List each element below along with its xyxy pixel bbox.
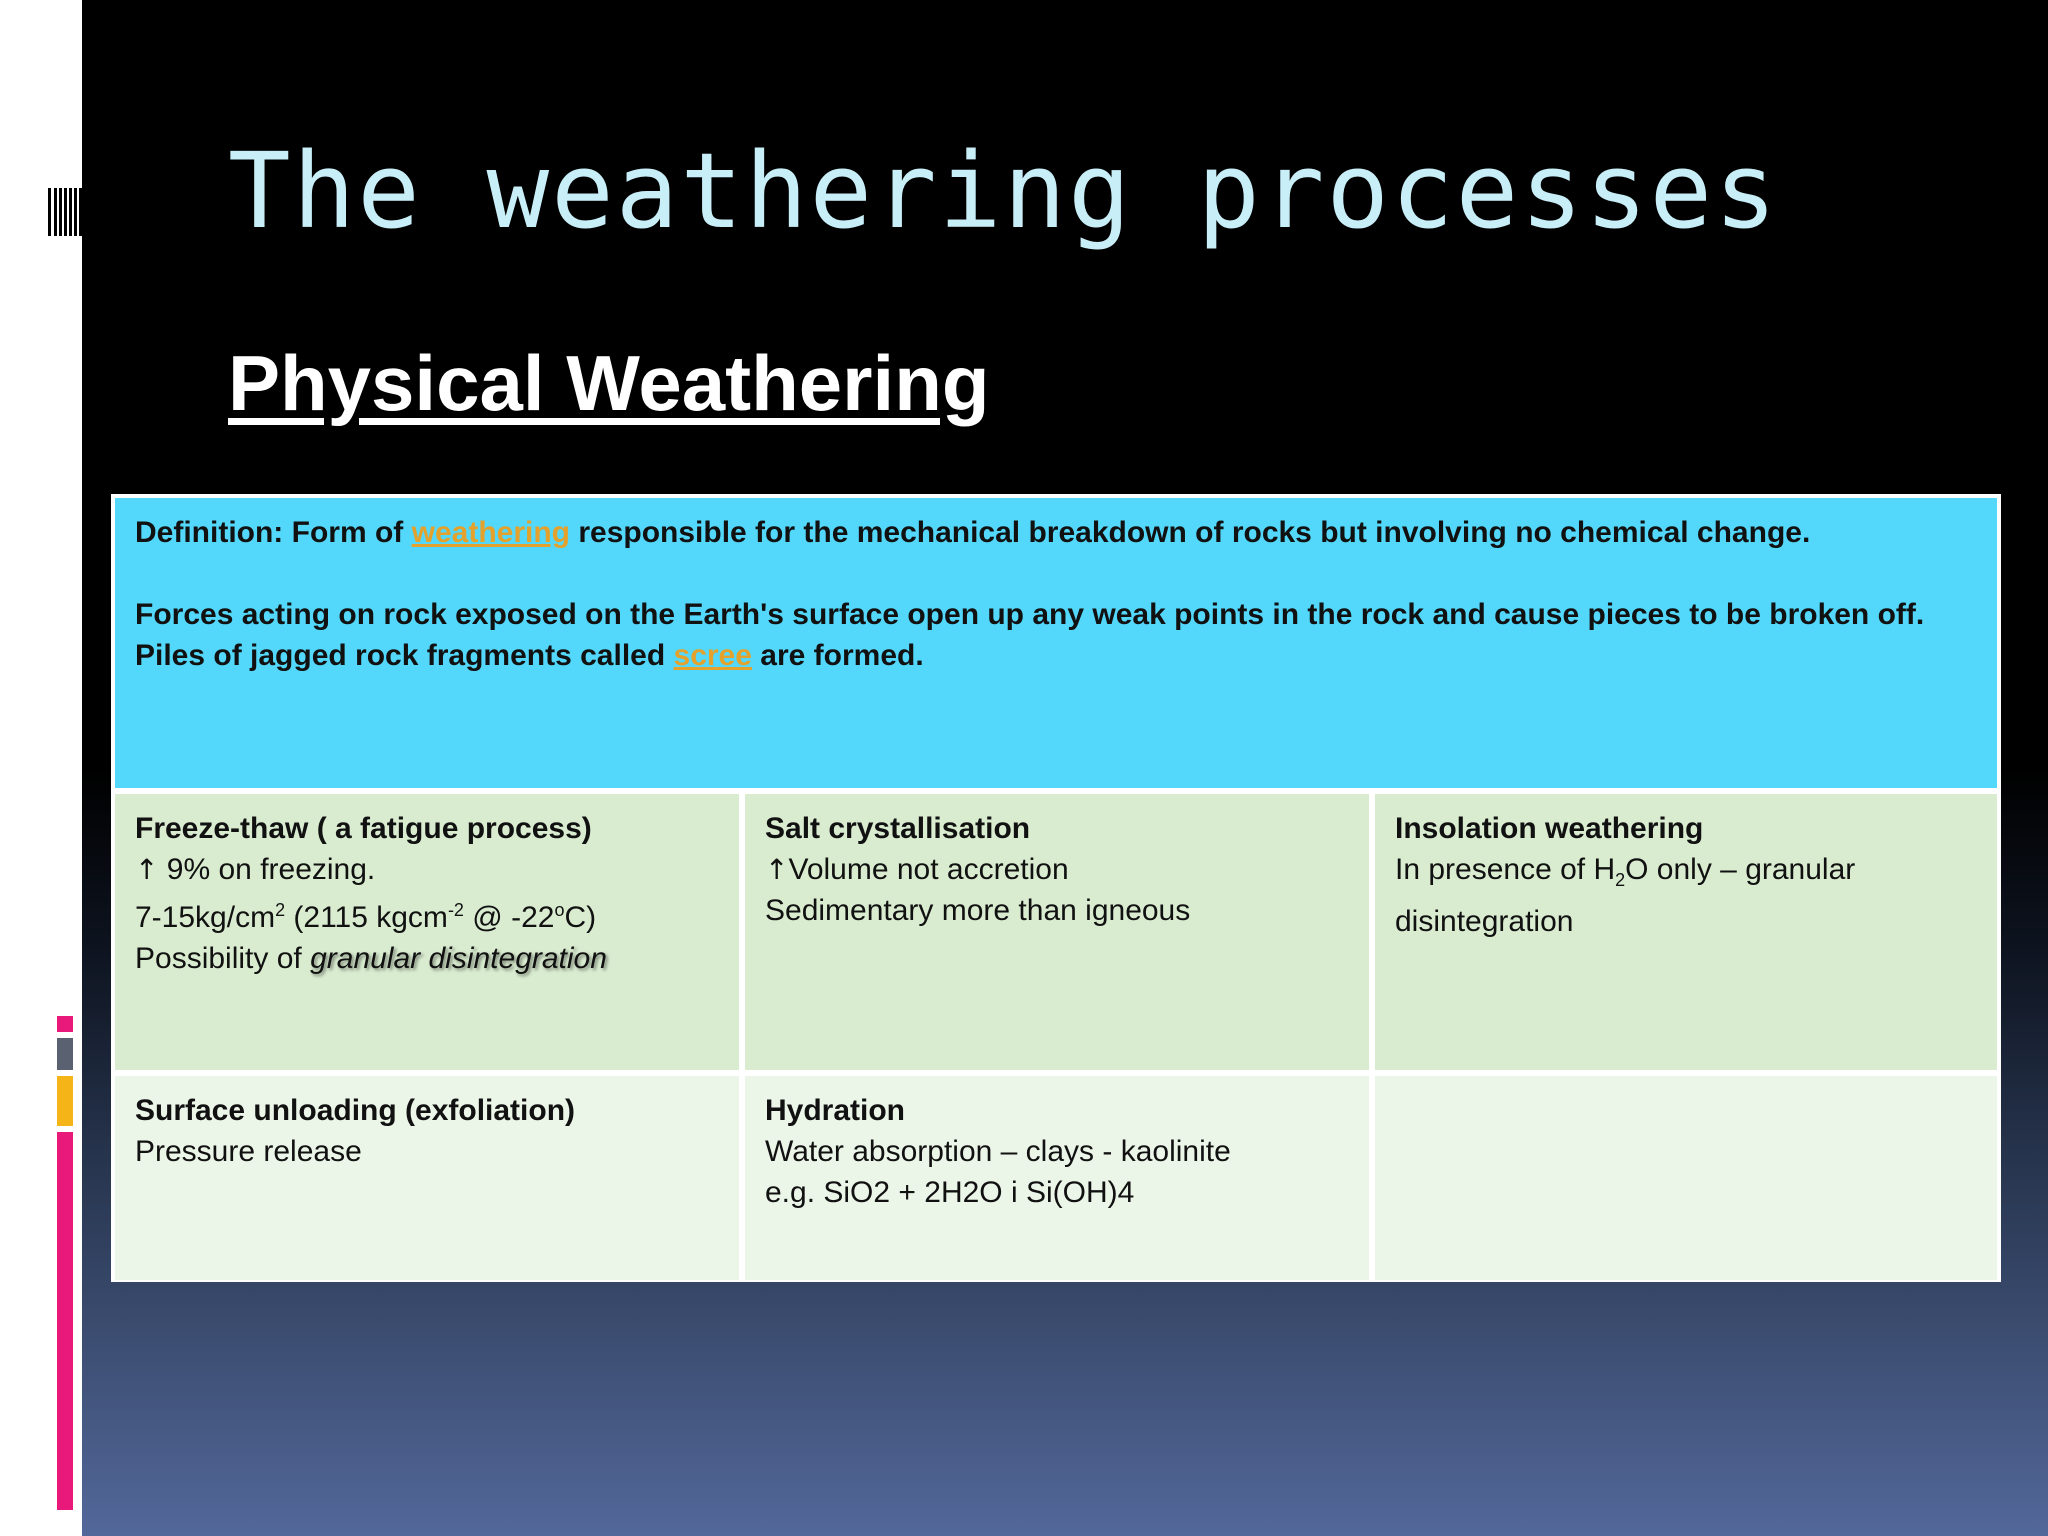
up-arrow-icon: ↑ bbox=[765, 853, 789, 886]
yellow-bar bbox=[57, 1076, 73, 1126]
definition-line: Definition: Form of weathering responsible for the mechanical breakdown of rocks but involving no chemical change. bbox=[135, 516, 1811, 549]
salt-crystallisation-cell: Salt crystallisation ↑Volume not accretion Sedimentary more than igneous bbox=[745, 794, 1369, 1070]
scree-link[interactable]: scree bbox=[673, 639, 752, 672]
insolation-weathering-cell: Insolation weathering In presence of $H_2O$ only – granular disintegration bbox=[1375, 794, 1997, 1070]
weathering-link[interactable]: weathering bbox=[411, 516, 570, 549]
pink-bar-top bbox=[57, 1016, 73, 1032]
freeze-thaw-title: Freeze-thaw ( a fatigue process) bbox=[135, 812, 592, 845]
forces-line: Forces acting on rock exposed on the Earth's surface open up any weak points in the rock and cause pieces to be broken off. bbox=[135, 598, 1925, 631]
empty-cell bbox=[1375, 1076, 1997, 1280]
weathering-table bbox=[111, 494, 2001, 1282]
hydration-title: Hydration bbox=[765, 1094, 906, 1127]
freeze-thaw-cell: Freeze-thaw ( a fatigue process) ↑ 9% on freezing. $7-15kg/cm^2$ (2115 kgcm$^{-2}$ @ -22$^o$C) Possibility of granular disintegration bbox=[115, 794, 739, 1070]
definition-cell bbox=[115, 498, 1997, 788]
pink-bar-long bbox=[57, 1132, 73, 1510]
insolation-title: Insolation weathering bbox=[1395, 812, 1704, 845]
slide-title: The weathering processes bbox=[228, 130, 1779, 252]
gray-bar bbox=[57, 1038, 73, 1070]
hydration-cell: Hydration Water absorption – clays - kaolinite e.g. SiO2 + 2H2O i Si(OH)4 bbox=[745, 1076, 1369, 1280]
slide-subtitle: Physical Weathering bbox=[228, 339, 990, 427]
granular-disintegration-text: granular disintegration bbox=[310, 942, 607, 975]
salt-title: Salt crystallisation bbox=[765, 812, 1031, 845]
scree-line: Piles of jagged rock fragments called scree are formed. bbox=[135, 639, 924, 672]
up-arrow-icon: ↑ bbox=[135, 853, 159, 886]
decorative-lines-icon bbox=[48, 188, 82, 236]
surface-unloading-cell: Surface unloading (exfoliation) Pressure release bbox=[115, 1076, 739, 1280]
unloading-title: Surface unloading (exfoliation) bbox=[135, 1094, 576, 1127]
